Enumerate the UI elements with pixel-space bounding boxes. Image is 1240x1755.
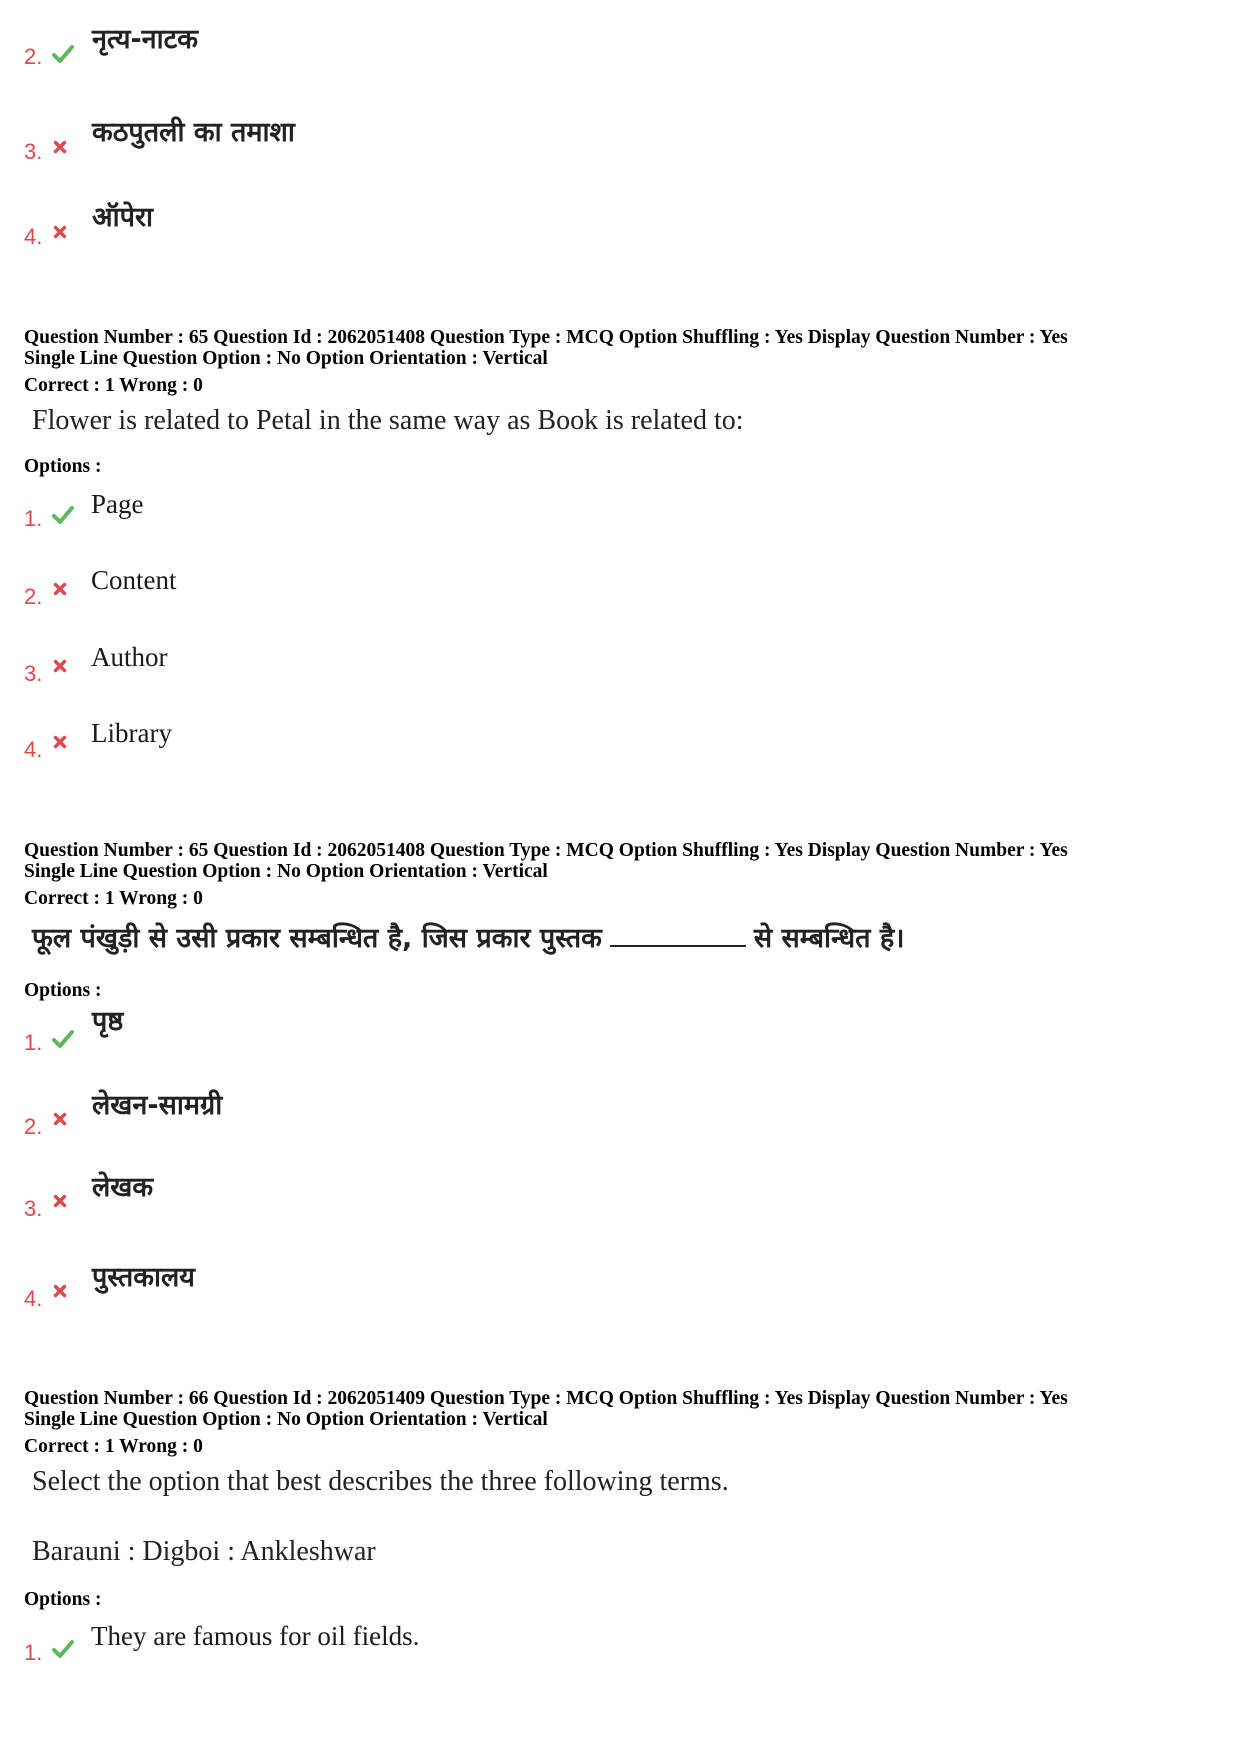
- question-meta-options: Single Line Question Option : No Option Orientation : Vertical: [24, 348, 548, 369]
- question-marks: Correct : 1 Wrong : 0: [24, 888, 203, 909]
- option-number: 1.: [24, 506, 43, 531]
- cross-icon: [51, 1192, 69, 1210]
- option-text: कठपुतली का तमाशा: [92, 117, 295, 148]
- option-text: लेखक: [92, 1172, 154, 1203]
- check-icon: [51, 1027, 75, 1051]
- question-meta-options: Single Line Question Option : No Option Orientation : Vertical: [24, 1409, 548, 1430]
- option-text: Page: [91, 489, 144, 519]
- answer-blank: [610, 941, 746, 947]
- option-number: 3.: [24, 1196, 43, 1221]
- option-text: पृष्ठ: [92, 1006, 124, 1037]
- cross-icon: [51, 1282, 69, 1300]
- option-number: 4.: [24, 737, 43, 762]
- option-text: लेखन-सामग्री: [92, 1090, 223, 1121]
- question-text-part2: से सम्बन्धित है।: [753, 923, 905, 954]
- question-meta-options: Single Line Question Option : No Option Orientation : Vertical: [24, 861, 548, 882]
- option-text: Library: [91, 718, 172, 748]
- check-icon: [51, 1637, 75, 1661]
- cross-icon: [51, 223, 69, 241]
- options-label: Options :: [24, 980, 102, 1001]
- question-text: [32, 922, 904, 956]
- question-meta: Question Number : 65 Question Id : 2062051408 Question Type : MCQ Option Shuffling : Yes Display Question Number : Yes: [24, 327, 1068, 348]
- option-text: Author: [91, 642, 168, 672]
- question-meta: Question Number : 66 Question Id : 2062051409 Question Type : MCQ Option Shuffling : Yes Display Question Number : Yes: [24, 1388, 1068, 1409]
- option-text: They are famous for oil fields.: [91, 1621, 420, 1651]
- question-text-part1: फूल पंखुड़ी से उसी प्रकार सम्बन्धित है, जिस प्रकार पुस्तक: [32, 923, 602, 954]
- option-text: पुस्तकालय: [92, 1262, 195, 1293]
- question-terms: Barauni : Digboi : Ankleshwar: [32, 1536, 376, 1567]
- question-text: Select the option that best describes the three following terms.: [32, 1466, 729, 1497]
- options-label: Options :: [24, 456, 102, 477]
- option-number: 2.: [24, 44, 43, 69]
- question-meta: Question Number : 65 Question Id : 2062051408 Question Type : MCQ Option Shuffling : Yes Display Question Number : Yes: [24, 840, 1068, 861]
- option-number: 4.: [24, 224, 43, 249]
- option-number: 4.: [24, 1286, 43, 1311]
- option-text: नृत्य-नाटक: [92, 24, 199, 55]
- question-marks: Correct : 1 Wrong : 0: [24, 1436, 203, 1457]
- option-number: 3.: [24, 661, 43, 686]
- option-number: 2.: [24, 1114, 43, 1139]
- question-text: Flower is related to Petal in the same way as Book is related to:: [32, 405, 744, 436]
- options-label: Options :: [24, 1589, 102, 1610]
- check-icon: [51, 42, 75, 66]
- cross-icon: [51, 657, 69, 675]
- question-marks: Correct : 1 Wrong : 0: [24, 375, 203, 396]
- option-number: 1.: [24, 1030, 43, 1055]
- cross-icon: [51, 580, 69, 598]
- option-number: 3.: [24, 139, 43, 164]
- option-text: ऑपेरा: [92, 202, 153, 233]
- option-number: 2.: [24, 584, 43, 609]
- cross-icon: [51, 733, 69, 751]
- option-number: 1.: [24, 1640, 43, 1665]
- cross-icon: [51, 138, 69, 156]
- check-icon: [51, 503, 75, 527]
- cross-icon: [51, 1110, 69, 1128]
- option-text: Content: [91, 565, 177, 595]
